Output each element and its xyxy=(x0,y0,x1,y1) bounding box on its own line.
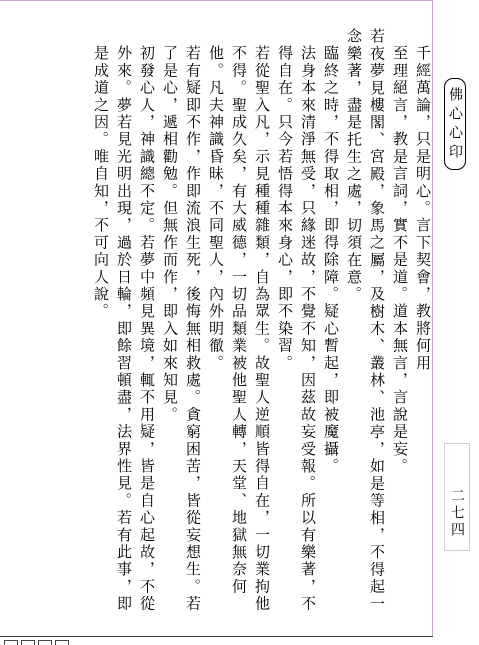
chapter-label: 佛心心印 xyxy=(444,78,466,170)
document-body xyxy=(6,28,434,628)
paragraph-2: 至理絕言，教是言詞，實不是道。道本無言，言說是妄。 xyxy=(391,45,409,475)
nav-first-button[interactable] xyxy=(4,640,18,645)
page-number: 二七四 xyxy=(444,443,470,551)
paragraph-4: 臨終之時，不得取相，即得除障。疑心暫起，即被魔攝。 xyxy=(322,45,340,475)
paragraph-6: 若從聖入凡，示見種種雜類，自為眾生。故聖人逆順皆得自在，一切業拘他不得。聖成久矣，有大威德，一切品類業被他聖人轉，天堂、地獄無奈何他。凡夫神識昏昧，不同聖人，內外明徹。 xyxy=(207,45,271,613)
page-nav xyxy=(4,640,69,645)
paragraph-7: 若有疑即不作，作即流浪生死，後悔無相救處。貪窮困苦，皆從妄想生。若了是心，遞相勸勉。但無作而作，即入如來知見。 xyxy=(161,45,202,613)
nav-last-button[interactable] xyxy=(55,640,69,645)
nav-next-button[interactable] xyxy=(38,640,52,645)
paragraph-3: 若夜夢見樓閣、宮殿，象馬之屬，及樹木、叢林、池亭，如是等相，不得起一念樂著，盡是托生之處，切須在意。 xyxy=(345,28,386,613)
bottom-rule xyxy=(0,636,433,637)
paragraph-1: 千經萬論，只是明心。言下契會，教將何用 xyxy=(414,45,432,372)
nav-prev-button[interactable] xyxy=(21,640,35,645)
paragraph-8: 初發心人，神識總不定。若夢中頻見異境，輒不用疑，皆是自心起故，不從外來。夢若見光明出現，過於日輪，即餘習頓盡，法界性見。若有此事，即是成道之因。唯自知，不可向人說。 xyxy=(92,45,156,613)
paragraph-5: 法身本來清淨無受，只緣迷故，不覺不知，因茲故妄受報。所以有樂著，不得自在。只今若悟得本來身心，即不染習。 xyxy=(276,45,317,613)
